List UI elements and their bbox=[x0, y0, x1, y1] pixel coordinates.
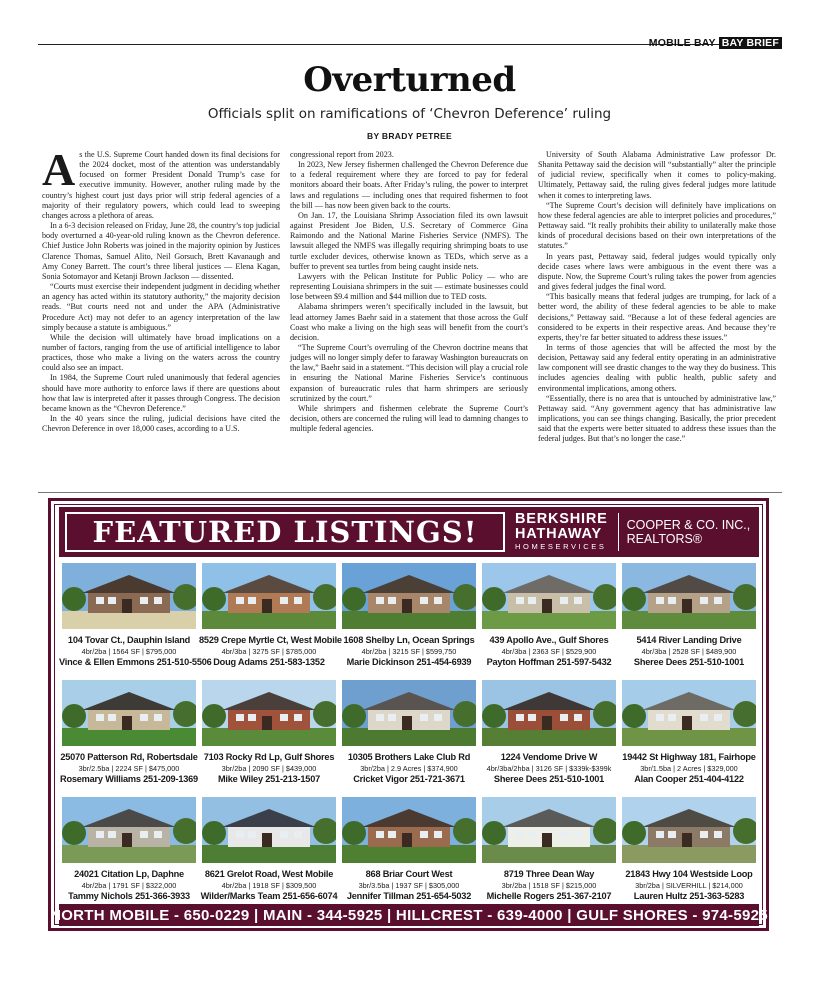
lawn bbox=[482, 728, 616, 746]
house-window bbox=[140, 831, 148, 838]
house-window bbox=[560, 597, 568, 604]
listing-address: 439 Apollo Ave., Gulf Shores bbox=[489, 635, 609, 645]
house-photo[interactable] bbox=[622, 797, 756, 863]
listing-card[interactable] bbox=[339, 680, 479, 797]
publication-name: MOBILE BAY bbox=[648, 37, 716, 49]
house-window bbox=[96, 597, 104, 604]
listing-specs: 3br/2ba | 2.9 Acres | $374,900 bbox=[360, 764, 458, 773]
listing-agent: Doug Adams 251-583-1352 bbox=[213, 657, 325, 667]
listing-address: 5414 River Landing Drive bbox=[636, 635, 742, 645]
divider bbox=[38, 492, 782, 493]
house-photo-art bbox=[482, 797, 616, 863]
office-phone-numbers: NORTH MOBILE - 650-0229 | MAIN - 344-5925 | HILLCREST - 639-4000 | GULF SHORES - 974-5925 bbox=[59, 904, 759, 926]
listing-address: 8719 Three Dean Way bbox=[503, 869, 595, 879]
listing-card[interactable] bbox=[619, 563, 759, 680]
listing-specs: 4br/3ba/2hba | 3126 SF | $339k-$399k bbox=[486, 764, 612, 773]
house-door bbox=[402, 599, 412, 613]
listing-specs: 4br/2ba | 1564 SF | $795,000 bbox=[81, 647, 177, 656]
article-column-2 bbox=[290, 150, 528, 434]
house-window bbox=[280, 831, 288, 838]
listing-agent: Tammy Nichols 251-366-3933 bbox=[68, 891, 190, 901]
house-window bbox=[516, 714, 524, 721]
house-window bbox=[376, 597, 384, 604]
house-photo[interactable] bbox=[482, 797, 616, 863]
byline: BY BRADY PETREE bbox=[367, 131, 452, 141]
house-window bbox=[420, 714, 428, 721]
article-column-3 bbox=[538, 150, 776, 445]
house-window bbox=[388, 597, 396, 604]
listing-agent: Sheree Dees 251-510-1001 bbox=[633, 657, 745, 667]
house-window bbox=[96, 831, 104, 838]
tree bbox=[622, 821, 646, 845]
house-window bbox=[376, 831, 384, 838]
paragraph: In years past, Pettaway said, federal judges would typically only decide cases where laws were ambiguous in the event there was a dispute. Now, the Supreme Court’s ruling takes the power from agencies and gives federal judges the final word. bbox=[538, 251, 776, 292]
house-window bbox=[108, 831, 116, 838]
house-photo-art bbox=[342, 797, 476, 863]
house-window bbox=[96, 714, 104, 721]
listing-address: 19442 St Highway 181, Fairhope bbox=[622, 752, 756, 762]
lawn bbox=[342, 611, 476, 629]
drop-cap: A bbox=[42, 144, 76, 195]
house-window bbox=[668, 597, 676, 604]
house-window bbox=[420, 597, 428, 604]
house-photo[interactable] bbox=[342, 797, 476, 863]
house-photo-art bbox=[622, 563, 756, 629]
tree bbox=[342, 704, 366, 728]
tree bbox=[62, 821, 86, 845]
house-door bbox=[682, 599, 692, 613]
house-window bbox=[560, 831, 568, 838]
tree bbox=[482, 704, 506, 728]
lawn bbox=[202, 845, 336, 863]
paragraph: Lawyers with the Pelican Institute for Public Policy — who are representing Louisiana shrimpers in the suit — estimate businesses could lose between $9.4 million and $44 million due to TED costs. bbox=[290, 271, 528, 302]
listing-specs: 3br/2ba | 1518 SF | $215,000 bbox=[501, 881, 597, 890]
agency-line-1: COOPER & CO. INC., bbox=[626, 518, 751, 532]
paragraph: congressional report from 2023. bbox=[290, 150, 394, 159]
listing-address: 24021 Citation Lp, Daphne bbox=[74, 869, 184, 879]
lawn bbox=[482, 845, 616, 863]
house-window bbox=[236, 831, 244, 838]
listing-address: 7103 Rocky Rd Lp, Gulf Shores bbox=[203, 752, 335, 762]
listing-address: 868 Briar Court West bbox=[365, 869, 453, 879]
house-window bbox=[294, 714, 302, 721]
listing-address: 1608 Shelby Ln, Ocean Springs bbox=[343, 635, 475, 645]
house-window bbox=[154, 831, 162, 838]
house-door bbox=[542, 833, 552, 847]
house-photo[interactable] bbox=[62, 563, 196, 629]
house-window bbox=[236, 597, 244, 604]
tree bbox=[202, 587, 226, 611]
house-window bbox=[154, 714, 162, 721]
listing-address: 10305 Brothers Lake Club Rd bbox=[347, 752, 471, 762]
listing-card[interactable] bbox=[619, 680, 759, 797]
listing-card[interactable] bbox=[619, 797, 759, 914]
lawn bbox=[622, 845, 756, 863]
section-name: BAY BRIEF bbox=[719, 37, 782, 49]
house-window bbox=[574, 714, 582, 721]
tree bbox=[62, 587, 86, 611]
tree bbox=[482, 587, 506, 611]
listing-specs: 3br/2.5ba | 2224 SF | $475,000 bbox=[78, 764, 180, 773]
lawn bbox=[202, 611, 336, 629]
house-photo-art bbox=[62, 797, 196, 863]
listing-address: 104 Tovar Ct., Dauphin Island bbox=[67, 635, 191, 645]
brand-line-3: HOMESERVICES bbox=[515, 542, 607, 551]
house-photo-art bbox=[202, 680, 336, 746]
house-window bbox=[516, 831, 524, 838]
house-window bbox=[420, 831, 428, 838]
listing-specs: 4br/2ba | 3215 SF | $599,750 bbox=[361, 647, 457, 656]
paragraph: In terms of those agencies that will be affected the most by the decision, Pettaway said any federal entity operating in an administrative law component will see drastic changes to the way they do business. This includes agencies dealing with public health, public safety and environmental implications, among others. bbox=[538, 342, 776, 393]
lawn bbox=[482, 611, 616, 629]
paragraph: “Essentially, there is no area that is untouched by administrative law,” Pettaway said. “Any government agency that has administrative law implications, you can see things changing. Basically, the prior precedent said that the experts were better situated to address these issues than the federal judges. But that’s no longer the case.” bbox=[538, 393, 776, 444]
listing-card[interactable] bbox=[199, 563, 342, 680]
listing-specs: 4br/3ba | 3275 SF | $785,000 bbox=[221, 647, 317, 656]
house-photo[interactable] bbox=[202, 563, 336, 629]
house-window bbox=[528, 597, 536, 604]
listing-specs: 3br/2ba | 2090 SF | $439,000 bbox=[221, 764, 317, 773]
listing-specs: 3br/1.5ba | 2 Acres | $329,000 bbox=[640, 764, 738, 773]
listing-address: 25070 Patterson Rd, Robertsdale bbox=[60, 752, 198, 762]
tree bbox=[622, 587, 646, 611]
house-photo[interactable] bbox=[342, 563, 476, 629]
house-window bbox=[656, 597, 664, 604]
house-door bbox=[122, 833, 132, 847]
house-window bbox=[434, 831, 442, 838]
house-window bbox=[376, 714, 384, 721]
featured-listings-ad bbox=[48, 498, 769, 931]
article-column-1 bbox=[42, 144, 280, 434]
section-tag bbox=[649, 37, 782, 49]
lawn bbox=[342, 845, 476, 863]
house-window bbox=[280, 714, 288, 721]
house-door bbox=[122, 716, 132, 730]
house-photo-art bbox=[342, 563, 476, 629]
house-window bbox=[248, 597, 256, 604]
house-window bbox=[700, 597, 708, 604]
ad-banner bbox=[59, 507, 759, 557]
house-photo-art bbox=[62, 563, 196, 629]
house-window bbox=[248, 714, 256, 721]
house-photo-art bbox=[62, 680, 196, 746]
listing-agent: Lauren Hultz 251-363-5283 bbox=[633, 891, 745, 901]
house-window bbox=[714, 597, 722, 604]
listing-grid bbox=[59, 563, 759, 914]
listing-agent: Vince & Ellen Emmons 251-510-5506 bbox=[59, 657, 212, 667]
house-window bbox=[248, 831, 256, 838]
house-door bbox=[402, 833, 412, 847]
house-window bbox=[154, 597, 162, 604]
house-window bbox=[516, 597, 524, 604]
listing-address: 8529 Crepe Myrtle Ct, West Mobile bbox=[199, 635, 342, 645]
house-door bbox=[682, 716, 692, 730]
lawn bbox=[342, 728, 476, 746]
paragraph: University of South Alabama Administrative Law professor Dr. Shanita Pettaway said the decision will “substantially” alter the principle of judicial review, specifically when it comes to policy-making. Ultimately, Pettaway said, the ruling gives federal judges more latitude when it comes to interpreting laws. bbox=[538, 150, 776, 200]
house-door bbox=[122, 599, 132, 613]
listing-card[interactable] bbox=[479, 680, 619, 797]
lawn bbox=[62, 611, 196, 629]
house-photo[interactable] bbox=[342, 680, 476, 746]
listing-specs: 4br/2ba | 1918 SF | $309,500 bbox=[221, 881, 317, 890]
brokerage-logo bbox=[515, 512, 608, 552]
headline: Overturned bbox=[303, 60, 516, 100]
listing-card[interactable] bbox=[199, 797, 339, 914]
paragraph: In 2023, New Jersey fishermen challenged the Chevron Deference due to a federal requirement where they are forced to pay for federal monitors aboard their boats. After Friday’s ruling, the power to interpret laws and regulations — including ones that required fishermen to foot the bill — has now been given back to the courts. bbox=[290, 160, 528, 210]
listing-specs: 3br/2ba | SILVERHILL | $214,000 bbox=[635, 881, 743, 890]
paragraph: In a 6-3 decision released on Friday, June 28, the country’s top judicial body overturned a 40-year-old ruling known as the Chevron deference. Chief Justice John Roberts was joined in the majority opinion by Justices Clarence Thomas, Samuel Alito, Neil Gorsuch, Brett Kavanaugh and Amy Coney Barrett. The court’s three liberal justices — Elena Kagan, Sonia Sotomayor and Ketanji Brown Jackson — dissented. bbox=[42, 221, 280, 281]
tree bbox=[342, 821, 366, 845]
house-door bbox=[682, 833, 692, 847]
house-door bbox=[262, 833, 272, 847]
listing-address: 1224 Vendome Drive W bbox=[500, 752, 598, 762]
house-photo-art bbox=[342, 680, 476, 746]
house-window bbox=[560, 714, 568, 721]
paragraph: On Jan. 17, the Louisiana Shrimp Association filed its own lawsuit against President Joe Biden, U.S. Secretary of Commerce Gina Raimondo and the National Marine Fisheries Service (NMFS). The lawsuit alleged the NMFS was illegally requiring shrimping boats to use turtle excluder devices, otherwise known as TEDs, which serve as a buffer to prevent sea turtles from being caught inside nets. bbox=[290, 210, 528, 271]
house-window bbox=[656, 831, 664, 838]
listing-specs: 3br/3.5ba | 1937 SF | $305,000 bbox=[358, 881, 460, 890]
house-window bbox=[140, 597, 148, 604]
listing-agent: Wilder/Marks Team 251-656-6074 bbox=[200, 891, 338, 901]
paragraph: s the U.S. Supreme Court handed down its final decisions for the 2024 docket, most of the attention was understandably focused on former President Donald Trump’s case for executive immunity. However, another ruling made by the country’s highest court just days prior will strip federal agencies of a majority of their regulatory powers, which could lead to sweeping changes across a plethora of areas. bbox=[42, 150, 280, 220]
house-window bbox=[574, 831, 582, 838]
listing-specs: 4br/2ba | 1791 SF | $322,000 bbox=[81, 881, 177, 890]
house-door bbox=[262, 716, 272, 730]
house-photo[interactable] bbox=[482, 680, 616, 746]
paragraph: “This basically means that federal judges are trumping, for lack of a better word, the ability of these federal agencies to be able to make decisions,” Pettaway said. “Because a lot of these federal agencies are considered to be experts in their respective areas. And because they’re experts, they’re far better situated to address these issues.” bbox=[538, 292, 776, 342]
house-window bbox=[294, 597, 302, 604]
tree bbox=[622, 704, 646, 728]
listing-agent: Mike Wiley 251-213-1507 bbox=[217, 774, 321, 784]
house-window bbox=[388, 831, 396, 838]
paragraph: While the decision will ultimately have broad implications on a number of factors, ranging from the use of artificial intelligence to labor practices, those who make a living on the waters across the country could also see an impact. bbox=[42, 332, 280, 373]
house-photo[interactable] bbox=[482, 563, 616, 629]
brand-line-2: HATHAWAY bbox=[515, 526, 602, 542]
lawn bbox=[202, 728, 336, 746]
house-photo-art bbox=[622, 797, 756, 863]
house-window bbox=[108, 714, 116, 721]
paragraph: “Courts must exercise their independent judgment in deciding whether an agency has acted within its statutory authority,” the majority decision reads. “But courts need not and under the APA (Administrative Procedure Act) may not defer to an agency interpretation of the law simply because a statute is ambiguous.” bbox=[42, 282, 280, 332]
listing-agent: Jennifer Tillman 251-654-5032 bbox=[346, 891, 472, 901]
listing-card[interactable] bbox=[199, 680, 339, 797]
house-photo-art bbox=[482, 680, 616, 746]
house-window bbox=[668, 831, 676, 838]
house-window bbox=[388, 714, 396, 721]
house-window bbox=[294, 831, 302, 838]
listing-card[interactable] bbox=[339, 797, 479, 914]
house-photo-art bbox=[482, 563, 616, 629]
house-window bbox=[528, 714, 536, 721]
lawn bbox=[622, 728, 756, 746]
agency-line-2: REALTORS® bbox=[626, 532, 703, 546]
house-door bbox=[542, 716, 552, 730]
ad-title: FEATURED LISTINGS! bbox=[65, 512, 505, 552]
listing-card[interactable] bbox=[59, 797, 199, 914]
agency-name bbox=[627, 518, 751, 546]
tree bbox=[62, 704, 86, 728]
listing-specs: 4br/3ba | 2363 SF | $529,900 bbox=[501, 647, 597, 656]
house-window bbox=[434, 714, 442, 721]
paragraph: In 1984, the Supreme Court ruled unanimously that federal agencies should have more authority to enforce laws if there are questions about how that law is interpreted after it passes through Congress. The decision became known as the “Chevron Deference.” bbox=[42, 373, 280, 413]
tree bbox=[202, 821, 226, 845]
listing-agent: Sheree Dees 251-510-1001 bbox=[493, 774, 605, 784]
house-door bbox=[402, 716, 412, 730]
listing-address: 8621 Grelot Road, West Mobile bbox=[204, 869, 334, 879]
house-window bbox=[656, 714, 664, 721]
listing-specs: 4br/3ba | 2528 SF | $489,900 bbox=[641, 647, 737, 656]
house-window bbox=[140, 714, 148, 721]
paragraph: In the 40 years since the ruling, judicial decisions have cited the Chevron Deference in over 18,000 cases, according to a U.S. bbox=[42, 414, 280, 434]
house-photo-art bbox=[622, 680, 756, 746]
listing-card[interactable] bbox=[59, 563, 212, 680]
brand-line-1: BERKSHIRE bbox=[515, 511, 608, 527]
listing-address: 21843 Hwy 104 Westside Loop bbox=[625, 869, 753, 879]
listing-card[interactable] bbox=[479, 563, 619, 680]
house-photo[interactable] bbox=[622, 680, 756, 746]
house-window bbox=[700, 831, 708, 838]
listing-card[interactable] bbox=[479, 797, 619, 914]
paragraph: “The Supreme Court’s decision will definitely have implications on how these federal agencies are able to interpret policies and procedures,” Pettaway said. “It really prohibits their ability to unilaterally make those kinds of procedural decisions based on their own interpretations of the statutes.” bbox=[538, 200, 776, 251]
house-window bbox=[108, 597, 116, 604]
house-window bbox=[528, 831, 536, 838]
house-window bbox=[280, 597, 288, 604]
house-window bbox=[434, 597, 442, 604]
house-door bbox=[262, 599, 272, 613]
subhead: Officials split on ramifications of ‘Chevron Deference’ ruling bbox=[207, 106, 612, 122]
house-window bbox=[668, 714, 676, 721]
listing-card[interactable] bbox=[59, 680, 199, 797]
listing-agent: Alan Cooper 251-404-4122 bbox=[634, 774, 744, 784]
listing-agent: Cricket Vigor 251-721-3671 bbox=[353, 774, 465, 784]
house-photo-art bbox=[202, 797, 336, 863]
house-window bbox=[236, 714, 244, 721]
house-photo[interactable] bbox=[202, 680, 336, 746]
lawn bbox=[62, 845, 196, 863]
house-photo[interactable] bbox=[202, 797, 336, 863]
paragraph: “The Supreme Court’s overruling of the Chevron doctrine means that judges will no longer simply defer to faraway Washington bureaucrats on the law,” Baehr said in a statement. “This decision will play a crucial role in ensuring the National Marine Fisheries Service’s continuous expansion of bureaucratic rules that harm shrimpers are seriously scrutinized by the court.” bbox=[290, 342, 528, 403]
listing-card[interactable] bbox=[339, 563, 479, 680]
house-photo[interactable] bbox=[62, 797, 196, 863]
house-photo[interactable] bbox=[62, 680, 196, 746]
listing-agent: Michelle Rogers 251-367-2107 bbox=[486, 891, 612, 901]
paragraph: While shrimpers and fishermen celebrate the Supreme Court’s decision, others are concerned the ruling will lead to damning changes to multiple federal agencies. bbox=[290, 403, 528, 434]
house-window bbox=[714, 714, 722, 721]
house-photo-art bbox=[202, 563, 336, 629]
listing-agent: Rosemary Williams 251-209-1369 bbox=[60, 774, 198, 784]
listing-agent: Marie Dickinson 251-454-6939 bbox=[346, 657, 472, 667]
logo-divider bbox=[618, 513, 619, 551]
lawn bbox=[622, 611, 756, 629]
house-window bbox=[714, 831, 722, 838]
house-window bbox=[700, 714, 708, 721]
house-window bbox=[574, 597, 582, 604]
tree bbox=[482, 821, 506, 845]
house-door bbox=[542, 599, 552, 613]
tree bbox=[202, 704, 226, 728]
tree bbox=[342, 587, 366, 611]
listing-agent: Payton Hoffman 251-597-5432 bbox=[486, 657, 612, 667]
paragraph: Alabama shrimpers weren’t specifically included in the lawsuit, but lead attorney James Baehr said in a statement that those across the Gulf Coast who make a living on the high seas will benefit from the court’s decision. bbox=[290, 302, 528, 342]
lawn bbox=[62, 728, 196, 746]
house-photo[interactable] bbox=[622, 563, 756, 629]
